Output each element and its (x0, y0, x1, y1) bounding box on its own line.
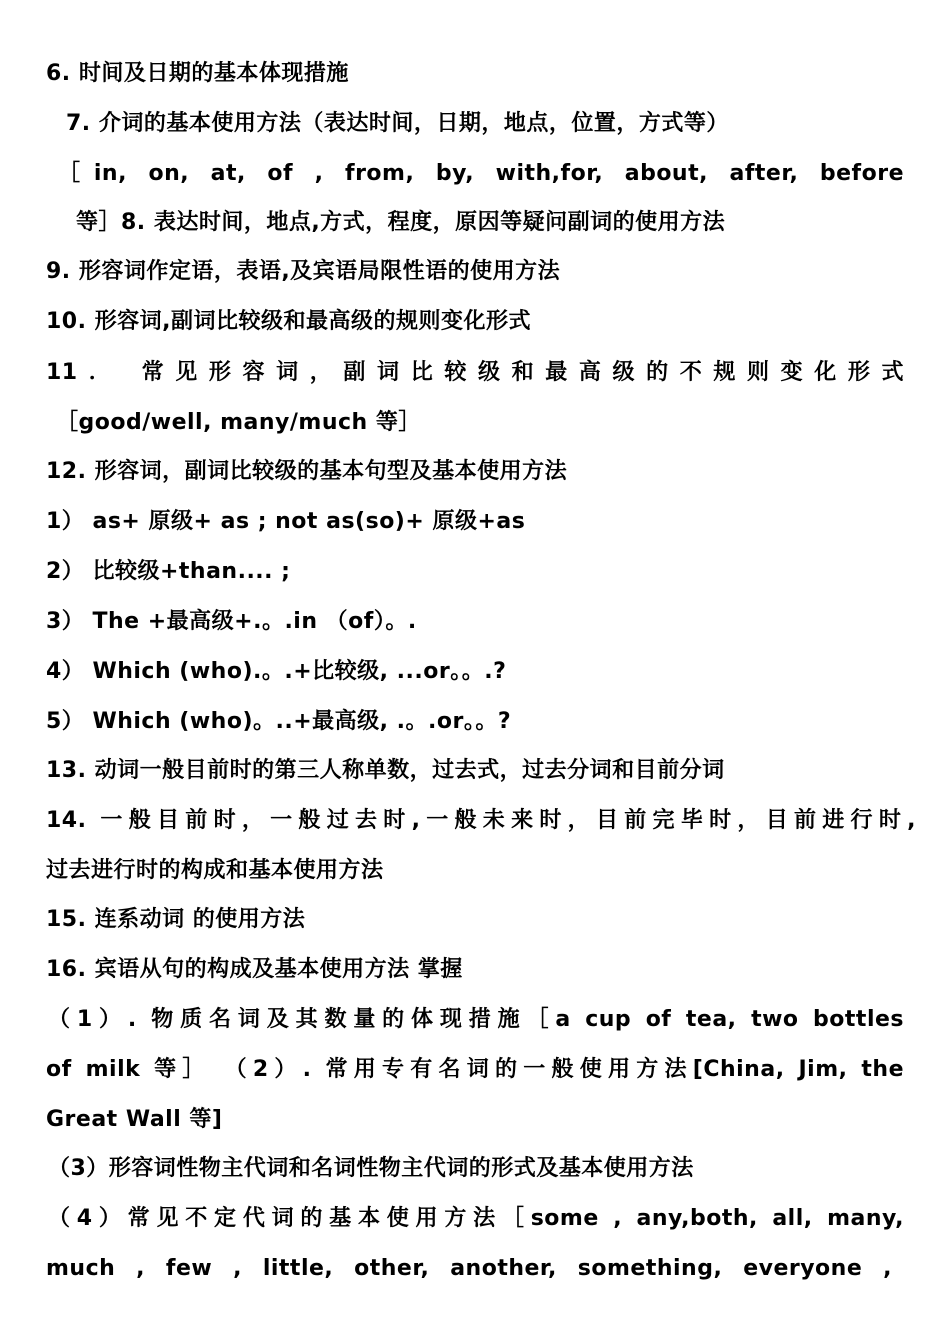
text-line-9: 12. 形容词，副词比较级的基本句型及基本使用方法 (46, 459, 568, 484)
text-line-13: 4） Which (who).。.+比较级, ...or。。.? (46, 659, 507, 684)
text-line-5: 9. 形容词作定语，表语,及宾语局限性语的使用方法 (46, 259, 561, 284)
text-line-11: 2） 比较级+than.... ; (46, 559, 291, 584)
text-line-18: 15. 连系动词 的使用方法 (46, 907, 306, 932)
text-line-1: 6. 时间及日期的基本体现措施 (46, 61, 349, 86)
text-line-25: much , few , little, other, another, something, everyone , (46, 1256, 892, 1281)
text-line-22: Great Wall 等] (46, 1107, 223, 1132)
text-line-4: 等］8. 表达时间，地点,方式，程度，原因等疑问副词的使用方法 (76, 210, 726, 235)
text-line-3: ［in, on, at, of , from, by, with,for, about, after, before (58, 161, 904, 186)
text-line-6: 10. 形容词,副词比较级和最高级的规则变化形式 (46, 309, 531, 334)
text-line-20: （1）. 物质名词及其数量的体现措施［a cup of tea, two bottles (48, 1007, 904, 1032)
text-line-12: 3） The +最高级+.。.in （of）。. (46, 609, 417, 634)
text-line-14: 5） Which (who)。..+最高级, .。.or。。? (46, 709, 512, 734)
text-line-24: （4）常见不定代词的基本使用方法［some , any,both, all, many, (48, 1206, 904, 1231)
text-line-16: 14. 一般目前时，一般过去时,一般未来时，目前完毕时，目前进行时, (46, 808, 916, 833)
text-line-10: 1） as+ 原级+ as ; not as(so)+ 原级+as (46, 509, 526, 534)
text-line-17: 过去进行时的构成和基本使用方法 (46, 858, 384, 883)
text-line-7: 11． 常见形容词，副词比较级和最高级的不规则变化形式 (46, 360, 904, 385)
text-line-19: 16. 宾语从句的构成及基本使用方法 掌握 (46, 957, 463, 982)
text-line-21: of milk 等］ （2）. 常用专有名词的一般使用方法[China, Jim, the (46, 1057, 904, 1082)
text-line-15: 13. 动词一般目前时的第三人称单数，过去式，过去分词和目前分词 (46, 758, 725, 783)
text-line-8: ［good/well, many/much 等］ (56, 410, 421, 435)
text-line-2: 7. 介词的基本使用方法（表达时间，日期，地点，位置，方式等） (66, 111, 729, 136)
text-line-23: （3）形容词性物主代词和名词性物主代词的形式及基本使用方法 (48, 1156, 694, 1181)
